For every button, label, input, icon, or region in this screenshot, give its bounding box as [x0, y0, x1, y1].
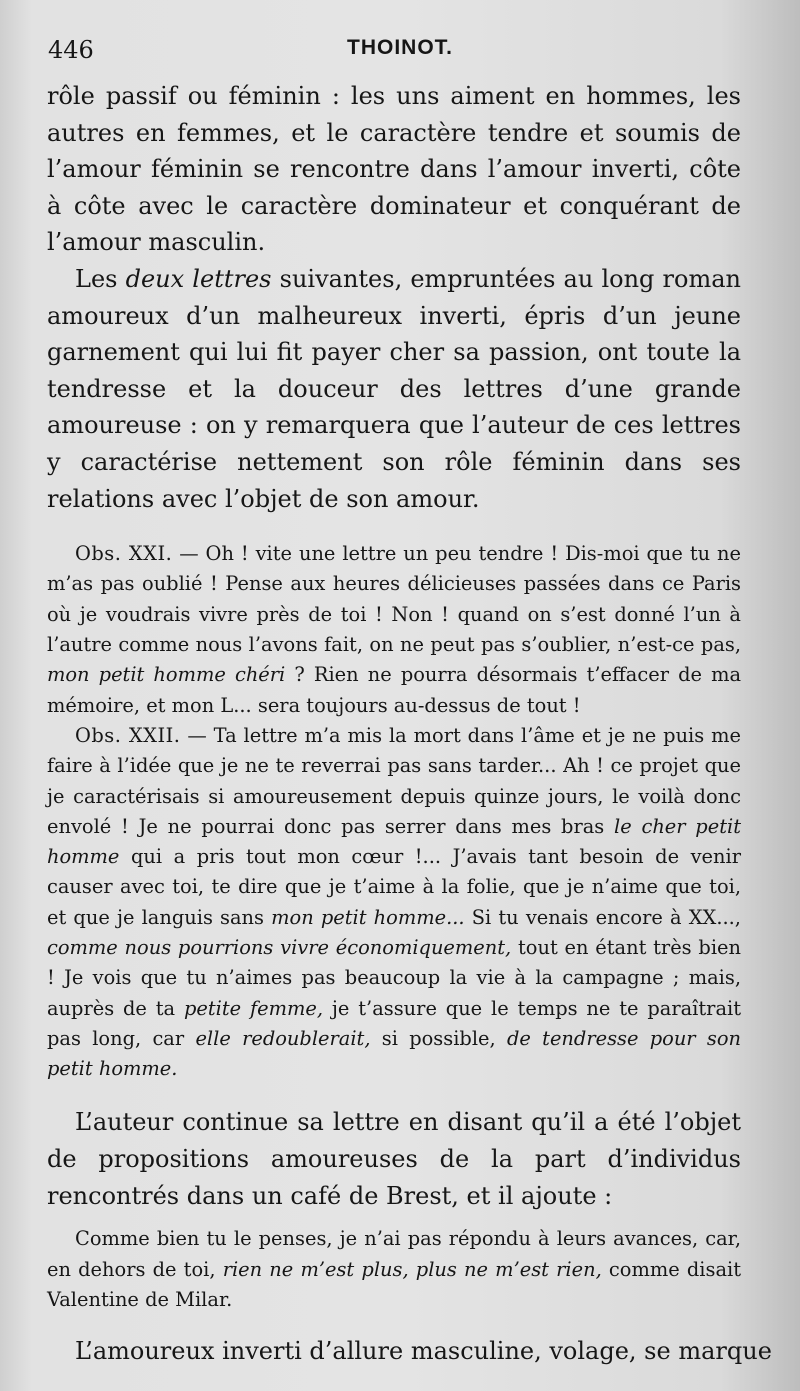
emphasis: petite femme, — [183, 996, 324, 1020]
page-number: 446 — [48, 36, 94, 64]
page-body — [47, 78, 772, 1370]
letters-block — [47, 539, 741, 1084]
emphasis: rien ne m’est plus, plus ne m’est rien, — [222, 1257, 602, 1281]
emphasis: mon petit homme... — [271, 905, 465, 929]
observation-label: Obs. XXI. — [75, 542, 173, 566]
emphasis: de tendresse pour son petit homme. — [47, 1026, 741, 1081]
emphasis: mon petit homme chéri — [47, 663, 286, 687]
paragraph-introduction: Les deux lettres suivantes, empruntées au long roman amoureux d’un malheureux inverti, épris d’un jeune garnement qui lui fit payer cher sa passion, ont toute la tendresse et la douceur des lettres d’une grande amoureuse : on y remarquera que l’auteur de ces lettres y caractérise nettement son rôle féminin dans ses relations avec l’objet de son amour. — [47, 264, 741, 513]
observation-label: Obs. XXII. — [75, 723, 181, 747]
page-header — [48, 36, 752, 70]
running-head: THOINOT. — [347, 36, 453, 59]
emphasis: le cher petit homme — [47, 814, 741, 869]
paragraph-author-continues: L’auteur continue sa lettre en disant qu’il a été l’objet de propositions amoureuses de la part d’individus rencontrés dans un café de Brest, et il ajoute : — [47, 1108, 741, 1210]
quote-letter: Comme bien tu le penses, je n’ai pas répondu à leurs avances, car, en dehors de toi, rien ne m’est plus, plus ne m’est rien, comme disait Valentine de Milar. — [47, 1227, 742, 1311]
paragraph-closing: L’amoureux inverti d’allure masculine, volage, se marque — [75, 1337, 772, 1366]
emphasis: deux lettres — [125, 264, 272, 293]
emphasis: comme nous pourrions vivre économiquement, — [47, 935, 512, 959]
observation-xxii: Obs. XXII. — Ta lettre m’a mis la mort dans l’âme et je ne puis me faire à l’idée que je ne te reverrai pas sans tarder... Ah ! ce projet que je caractérisais si amoureusement depuis quinze jours, le voilà donc envolé ! Je ne pourrai donc pas serrer dans mes bras le cher petit homme qui a pris tout mon cœur !... J’avais tant besoin de venir causer avec toi, te dire que je t’aime à la folie, que je n’aime que toi, et que je languis sans mon petit homme... Si tu venais encore à XX..., comme nous pourrions vivre économiquement, tout en étant très bien ! Je vois que tu n’aimes pas beaucoup la vie à la campagne ; mais, auprès de ta petite femme, je t’assure que le temps ne te paraîtrait pas long, car elle redoublerait, si possible, de tendresse pour son petit homme. — [47, 723, 741, 1081]
observation-xxi: Obs. XXI. — Oh ! vite une lettre un peu tendre ! Dis-moi que tu ne m’as pas oublié ! Pense aux heures délicieuses passées dans ce Paris où je voudrais vivre près de toi ! Non ! quand on s’est donné l’un à l’autre comme nous l’avons fait, on ne peut pas s’oublier, n’est-ce pas, mon petit homme chéri ? Rien ne pourra désormais t’effacer de ma mémoire, et mon L... sera toujours au-dessus de tout ! — [47, 542, 742, 717]
paragraph-continuation: rôle passif ou féminin : les uns aiment en hommes, les autres en femmes, et le caractère tendre et soumis de l’amour féminin se rencontre dans l’amour inverti, côte à côte avec le caractère dominateur et conquérant de l’amour masculin. — [47, 82, 741, 257]
emphasis: elle redoublerait, — [195, 1026, 371, 1050]
